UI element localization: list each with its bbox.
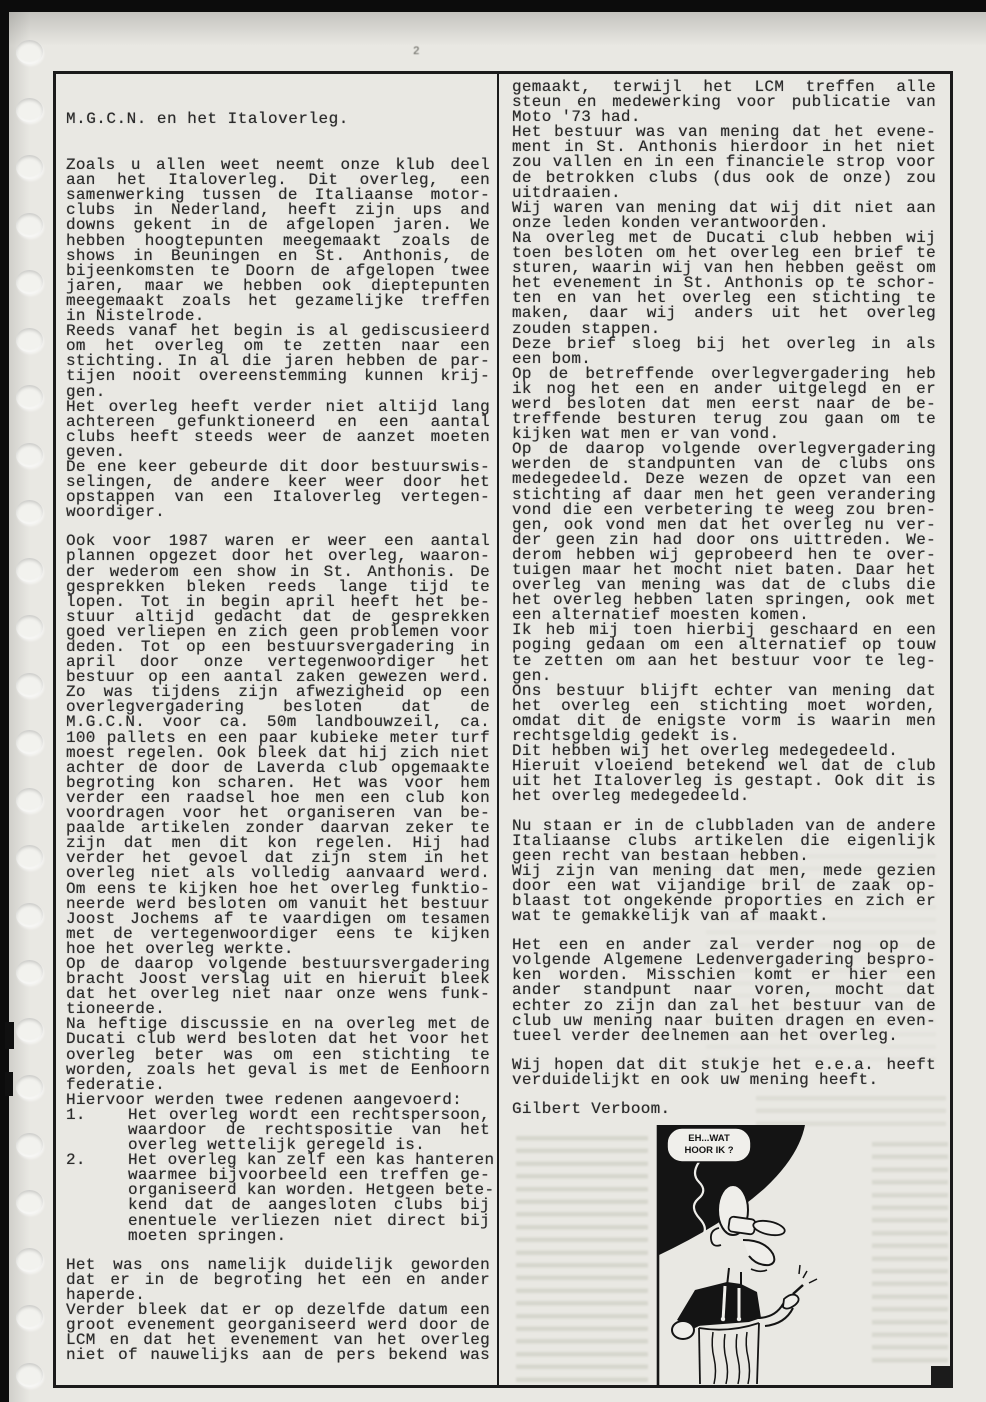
binder-hole	[16, 1133, 43, 1157]
paragraph	[66, 1105, 490, 1155]
text-line: sturen, waarin wij van hen hebben geëst om	[512, 259, 936, 278]
paragraph	[512, 442, 936, 623]
text-line: clubs in Nederland, heeft zijn ups and	[66, 201, 490, 220]
text-line: gen.	[66, 382, 106, 401]
paragraph	[512, 623, 936, 683]
text-line: verder een raadsel hoe men een club kon	[66, 788, 490, 807]
text-line: zou vallen en in een financiele strop voor	[512, 153, 936, 172]
binder-hole	[16, 98, 43, 122]
text-line: Hiervoor werden twee redenen aangevoerd:	[66, 1090, 463, 1109]
text-line: Ik heb mij toen hierbij geschaard en een	[512, 621, 936, 640]
text-line: gen, ook vond men dat het overleg nu ver-	[512, 515, 936, 534]
text-line: Op de betreffende overlegvergadering heb	[512, 364, 936, 383]
text-line: ken worden. Misschien komt er hier een	[512, 966, 936, 985]
registration-mark	[5, 1072, 13, 1096]
text-line: kend dat de aangesloten clubs bij	[128, 1196, 490, 1215]
text-line: ment in St. Anthonis hierdoor in het niet	[512, 138, 936, 157]
text-line: Joost Jochems af te vaardigen om tesamen	[66, 909, 490, 928]
text-line: de betrokken clubs (dus ook de onze) zou	[512, 168, 936, 187]
text-line: te zetten om aan het bestuur voor te leg-	[512, 651, 936, 670]
text-line: maken, daar wij anders uit het overleg	[512, 304, 936, 323]
text-line: dat het overleg niet naar onze wens funk-	[66, 985, 490, 1004]
text-line: het overleg medegedeeld.	[512, 787, 750, 806]
ghost-text	[516, 1136, 648, 1388]
text-line: jaren, maar we hebben ook dieptepunten	[66, 276, 490, 295]
text-line: achter de door de Laverda club opgemaakte	[66, 758, 490, 777]
right-column	[512, 80, 936, 1117]
text-line: overlegvergadering besloten dat de	[66, 698, 490, 717]
paragraph	[512, 1055, 936, 1089]
binder-hole	[16, 40, 43, 64]
paragraph	[512, 125, 936, 200]
text-line: Wij zijn van mening dat men, mede gezien	[512, 861, 936, 880]
text-line: Het overleg wordt een rechtspersoon,	[128, 1105, 490, 1124]
text-line: moest regelen. Ook bleek dat hij zich niet	[66, 743, 490, 762]
text-line: wat te gemakkelijk van af maakt.	[512, 907, 829, 926]
binder-hole	[16, 960, 43, 984]
paragraph	[66, 457, 490, 522]
paragraph	[512, 80, 936, 125]
text-line: niet of nauwelijks aan de pers bekend was	[66, 1346, 490, 1365]
text-line: aan het Italoverleg. Dit overleg, een	[66, 171, 490, 190]
binder-hole	[16, 903, 43, 927]
text-line: bestuur op een aantal zaken gewezen werd.	[66, 668, 490, 687]
paragraph	[66, 1255, 490, 1304]
text-line: Ons bestuur blijft echter van mening dat	[512, 681, 936, 700]
text-line: ander standpunt naar voren, mocht dat	[512, 981, 936, 1000]
list-marker: 1.	[66, 1105, 86, 1124]
binder-hole	[16, 1363, 43, 1387]
text-line: ik nog het een en ander uitgelegd en er	[512, 379, 936, 398]
text-line: Het bestuur was van mening dat het evene-	[512, 123, 936, 142]
text-line: zijn dat men dit kon regelen. Hij had	[66, 834, 490, 853]
text-line: volgende Algemene Ledenvergadering bespro-	[512, 951, 936, 970]
text-line: moeten springen.	[128, 1226, 287, 1245]
text-line: verder het gevoel dat zijn stem in het	[66, 849, 490, 868]
binder-hole	[16, 845, 43, 869]
text-line: groot evenement georganiseerd werd door de	[66, 1316, 490, 1335]
text-line: Op de daarop volgende bestuursvergadering	[66, 954, 490, 973]
scan-edge-left	[0, 0, 9, 1402]
text-line: Hieruit vloeiend betekend wel dat de club	[512, 757, 936, 776]
text-line: tueel verder deelnemen aan het overleg.	[512, 1026, 899, 1045]
binder-hole	[16, 1018, 43, 1042]
text-line: om het overleg om te zetten naar een	[66, 337, 490, 356]
text-line: waardoor de rechtspositie van het	[128, 1121, 490, 1139]
text-line: Zo was tijdens zijn afwezigheid op een	[66, 683, 490, 702]
text-line: Dit hebben wij het overleg medegedeeld.	[512, 742, 899, 761]
text-line: neerde werd besloten om vanuit het bestuur	[66, 894, 490, 913]
text-line: bijeenkomsten te Doorn de afgelopen twee	[66, 261, 490, 280]
text-line: Na overleg met de Ducati club hebben wij	[512, 228, 936, 247]
text-line: Het was ons namelijk duidelijk geworden	[66, 1255, 490, 1274]
text-line: overleg van mening was dat de clubs die	[512, 576, 936, 595]
text-line: Nu staan er in de clubbladen van de andere	[512, 816, 936, 835]
text-line: werden de standpunten van de clubs ons	[512, 455, 936, 474]
text-line: ten en van het overleg een stichting te	[512, 289, 936, 308]
text-line: haperde.	[66, 1285, 146, 1304]
text-line: uit het Italoverleg is gestapt. Ook dit is	[512, 772, 936, 791]
text-line: paalde artikelen zonder daarvan zeker te	[66, 819, 490, 838]
text-line: uitdraaien.	[512, 183, 621, 202]
text-line: Het overleg kan zelf een kas hanteren	[128, 1151, 495, 1170]
registration-mark	[5, 1022, 14, 1049]
text-line: Moto '73 had.	[512, 108, 641, 127]
text-line: omdat dit de enigste vorm is waarin men	[512, 711, 936, 730]
text-line: Reeds vanaf het begin is al gediscusieerd	[66, 322, 490, 341]
text-line: Gilbert Verboom.	[512, 1100, 671, 1118]
text-line: hoe het overleg werkte.	[66, 939, 294, 958]
text-line: Deze brief sloeg bij het overleg in als	[512, 334, 936, 353]
text-line: werd besloten dat men eerst naar de be-	[512, 394, 936, 413]
list-marker: 2.	[66, 1151, 86, 1170]
right-column-text	[512, 80, 936, 1117]
text-line: overleg beter was om een stichting te	[66, 1045, 490, 1064]
paragraph	[512, 364, 936, 444]
text-line: echter zo zijn dan zal het bestuur van de	[512, 996, 936, 1015]
text-line: gesprekken bleken reeds lange tijd te	[66, 577, 490, 596]
binder-hole	[16, 328, 43, 352]
text-line: clubs heeft steeds weer de aanzet moeten	[66, 427, 490, 446]
paragraph	[66, 324, 490, 399]
text-line: derom hebben wij geprobeerd hen te over-	[512, 545, 936, 564]
text-line: poging gedaan om een alternatief op touw	[512, 636, 936, 655]
paragraph	[512, 681, 936, 746]
text-line: waarmee bijvoorbeeld een treffen ge-	[128, 1166, 490, 1185]
text-line: Om eens te kijken hoe het overleg funktio-	[66, 879, 490, 898]
text-line: M.G.C.N. voor ca. 50m landbouwzeil, ca.	[66, 713, 490, 732]
text-line: kijken wat men er van vond.	[512, 425, 780, 444]
text-line: opstappen van een Italoverleg vertegen-	[66, 488, 490, 507]
paragraph	[512, 938, 936, 1044]
left-column-text	[66, 156, 495, 1365]
paragraph	[512, 334, 936, 368]
paragraph	[66, 954, 490, 1019]
paragraph	[512, 228, 936, 338]
binder-hole	[16, 385, 43, 409]
binder-hole	[16, 730, 43, 754]
text-line: club uw mening naar buiten dragen en even-	[512, 1011, 936, 1030]
text-line: worden, zoals het geval is met de Eenhoorn	[66, 1060, 490, 1079]
text-line: stichting af daar men het geen verandering	[512, 485, 936, 504]
text-line: rechtsgeldig gedekt is.	[512, 727, 740, 746]
text-line: tuigen maar het mocht niet baten. Daar het	[512, 561, 936, 579]
text-line: federatie.	[66, 1075, 166, 1094]
text-line: toen besloten om het overleg een brief te	[512, 244, 936, 263]
text-line: enentuele verliezen niet direct bij	[128, 1211, 490, 1230]
text-line: Ook voor 1987 waren er weer een aantal	[66, 532, 490, 551]
text-line: Italiaanse clubs artikelen die eigenlijk	[512, 831, 936, 850]
text-line: tioneerde.	[66, 1000, 166, 1019]
text-line: april door onze vertegenwoordiger het	[66, 653, 490, 672]
binder-hole	[16, 213, 43, 237]
text-line: een bom.	[512, 349, 592, 368]
text-line: Na heftige discussie en na overleg met de	[66, 1015, 490, 1034]
cartoon-illustration	[653, 1122, 868, 1388]
binder-hole	[16, 155, 43, 179]
binder-hole	[16, 1075, 43, 1099]
text-line: samenwerking tussen de Italiaanse motor-	[66, 186, 490, 205]
text-line: overleg niet als volledig aanvaard werd.	[66, 864, 490, 883]
paragraph	[66, 1303, 490, 1363]
binder-hole	[16, 1305, 43, 1329]
speech-text-line1: EH...WAT	[688, 1133, 730, 1144]
text-line: geven.	[66, 442, 126, 461]
text-line: De ene keer gebeurde dit door bestuurswis-	[66, 457, 490, 476]
text-line: verduidelijkt en ook uw mening heeft.	[512, 1070, 879, 1089]
text-line: Wij hopen dat dit stukje het e.e.a. heeft	[512, 1055, 936, 1074]
text-line: der geen zin had door ons uittreden. We-	[512, 530, 936, 549]
article-frame	[53, 71, 953, 1388]
ghost-text	[872, 1142, 948, 1368]
text-line: medegedeeld. Deze wezen de opzet van een	[512, 470, 936, 489]
binder-hole	[16, 443, 43, 467]
text-line: 100 pallets en een paar kubieke meter turf	[66, 728, 490, 747]
text-line: shows in Beuningen en St. Anthonis, de	[66, 246, 490, 265]
paragraph	[66, 1017, 490, 1092]
binder-hole	[16, 500, 43, 524]
text-line: Verder bleek dat er op dezelfde datum een	[66, 1301, 490, 1320]
text-line: het evenement in St. Anthonis op te schor-	[512, 274, 936, 293]
binder-hole	[16, 788, 43, 812]
end-of-article-marker	[931, 1366, 952, 1387]
text-line: woordiger.	[66, 503, 166, 522]
paragraph	[66, 397, 490, 461]
paragraph	[66, 158, 490, 324]
text-line: in Nistelrode.	[66, 307, 205, 326]
text-line: met de vertegenwoordiger eens te kijken	[66, 924, 490, 943]
text-line: der wederom een show in St. Anthonis. De	[66, 562, 490, 581]
text-line: dat er in de begroting het een en ander	[66, 1270, 490, 1289]
text-line: gen.	[512, 666, 552, 685]
text-line: Wij waren van mening dat wij dit niet aan	[512, 198, 936, 217]
text-line: meegemaakt zoals het gezamelijke treffen	[66, 291, 490, 310]
binder-hole	[16, 1248, 43, 1272]
text-line: organiseerd kan worden. Hetgeen bete-	[128, 1181, 495, 1200]
paragraph	[512, 1102, 936, 1117]
text-line: zouden stappen.	[512, 319, 661, 338]
text-line: bracht Joost verslag uit en hieruit bleek	[66, 970, 490, 989]
column-divider	[497, 74, 499, 1385]
text-line: het overleg een stichting moet worden,	[512, 696, 936, 715]
text-line: Zoals u allen weet neemt onze klub deel	[66, 156, 490, 175]
paragraph	[66, 534, 490, 957]
article-title: M.G.C.N. en het Italoverleg.	[66, 110, 349, 128]
left-column	[66, 110, 495, 1365]
binder-hole	[16, 270, 43, 294]
paragraph	[512, 759, 936, 804]
text-line: goed verliepen en zich geen problemen voor	[66, 622, 490, 641]
text-line: deden. Tot op een bestuursvergadering in	[66, 638, 490, 656]
text-line: blaast tot ongekende proporties en zich er	[512, 891, 936, 910]
text-line: begroting kon scharen. Het was voor hem	[66, 773, 490, 792]
text-line: voordragen voor het organiseren van be-	[66, 804, 490, 823]
text-line: gemaakt, terwijl het LCM treffen alle	[512, 78, 936, 96]
text-line: hebben hoogtepunten meegemaakt zoals de	[66, 231, 490, 250]
text-line: achtereen gefunktioneerd en een aantal	[66, 412, 490, 431]
text-line: stichting. In al die jaren hebben de par-	[66, 352, 490, 371]
binder-hole	[16, 558, 43, 582]
text-line: het overleg hebben laten springen, ook met	[512, 591, 936, 610]
text-line: Ducati club werd besloten dat het voor het	[66, 1030, 490, 1049]
paragraph	[66, 1151, 495, 1245]
text-line: LCM en dat het evenement van het overleg	[66, 1331, 490, 1350]
text-line: onze leden konden verantwoorden.	[512, 213, 829, 232]
paragraph	[512, 861, 936, 926]
text-line: Het overleg heeft verder niet altijd lang	[66, 397, 490, 416]
text-line: door een wat vijandige bril de zaak op-	[512, 876, 936, 895]
binder-hole	[16, 1190, 43, 1214]
speech-text-line2: HOOR IK ?	[684, 1145, 734, 1156]
text-line: stuur altijd gedacht dat de gesprekken	[66, 607, 490, 626]
text-line: geen recht van bestaan hebben.	[512, 846, 810, 865]
text-line: steun en medewerking voor publicatie van	[512, 93, 936, 112]
text-line: een alternatief moesten komen.	[512, 606, 810, 625]
binder-hole	[16, 673, 43, 697]
paragraph	[512, 816, 936, 865]
text-line: Op de daarop volgende overlegvergadering	[512, 440, 936, 459]
text-line: downs gekent in de afgelopen jaren. We	[66, 216, 490, 235]
text-line: selingen, de andere keer weer door het	[66, 473, 490, 492]
text-line: overleg wettelijk geregeld is.	[128, 1136, 426, 1155]
page-number-mark: 2	[413, 46, 420, 58]
text-line: treffende besturen terug zou gaan om te	[512, 410, 936, 429]
text-line: plannen opgezet door het overleg, waaron-	[66, 547, 490, 566]
paragraph	[512, 198, 936, 232]
binder-hole	[16, 615, 43, 639]
text-line: tijen nooit overeenstemming kunnen krij-	[66, 367, 490, 386]
text-line: Het een en ander zal verder nog op de	[512, 936, 936, 955]
text-line: vond die een verbetering te weeg zou bren-	[512, 500, 936, 519]
scan-edge-top	[0, 0, 986, 12]
text-line: lopen. Tot in begin april heeft het be-	[66, 592, 490, 611]
